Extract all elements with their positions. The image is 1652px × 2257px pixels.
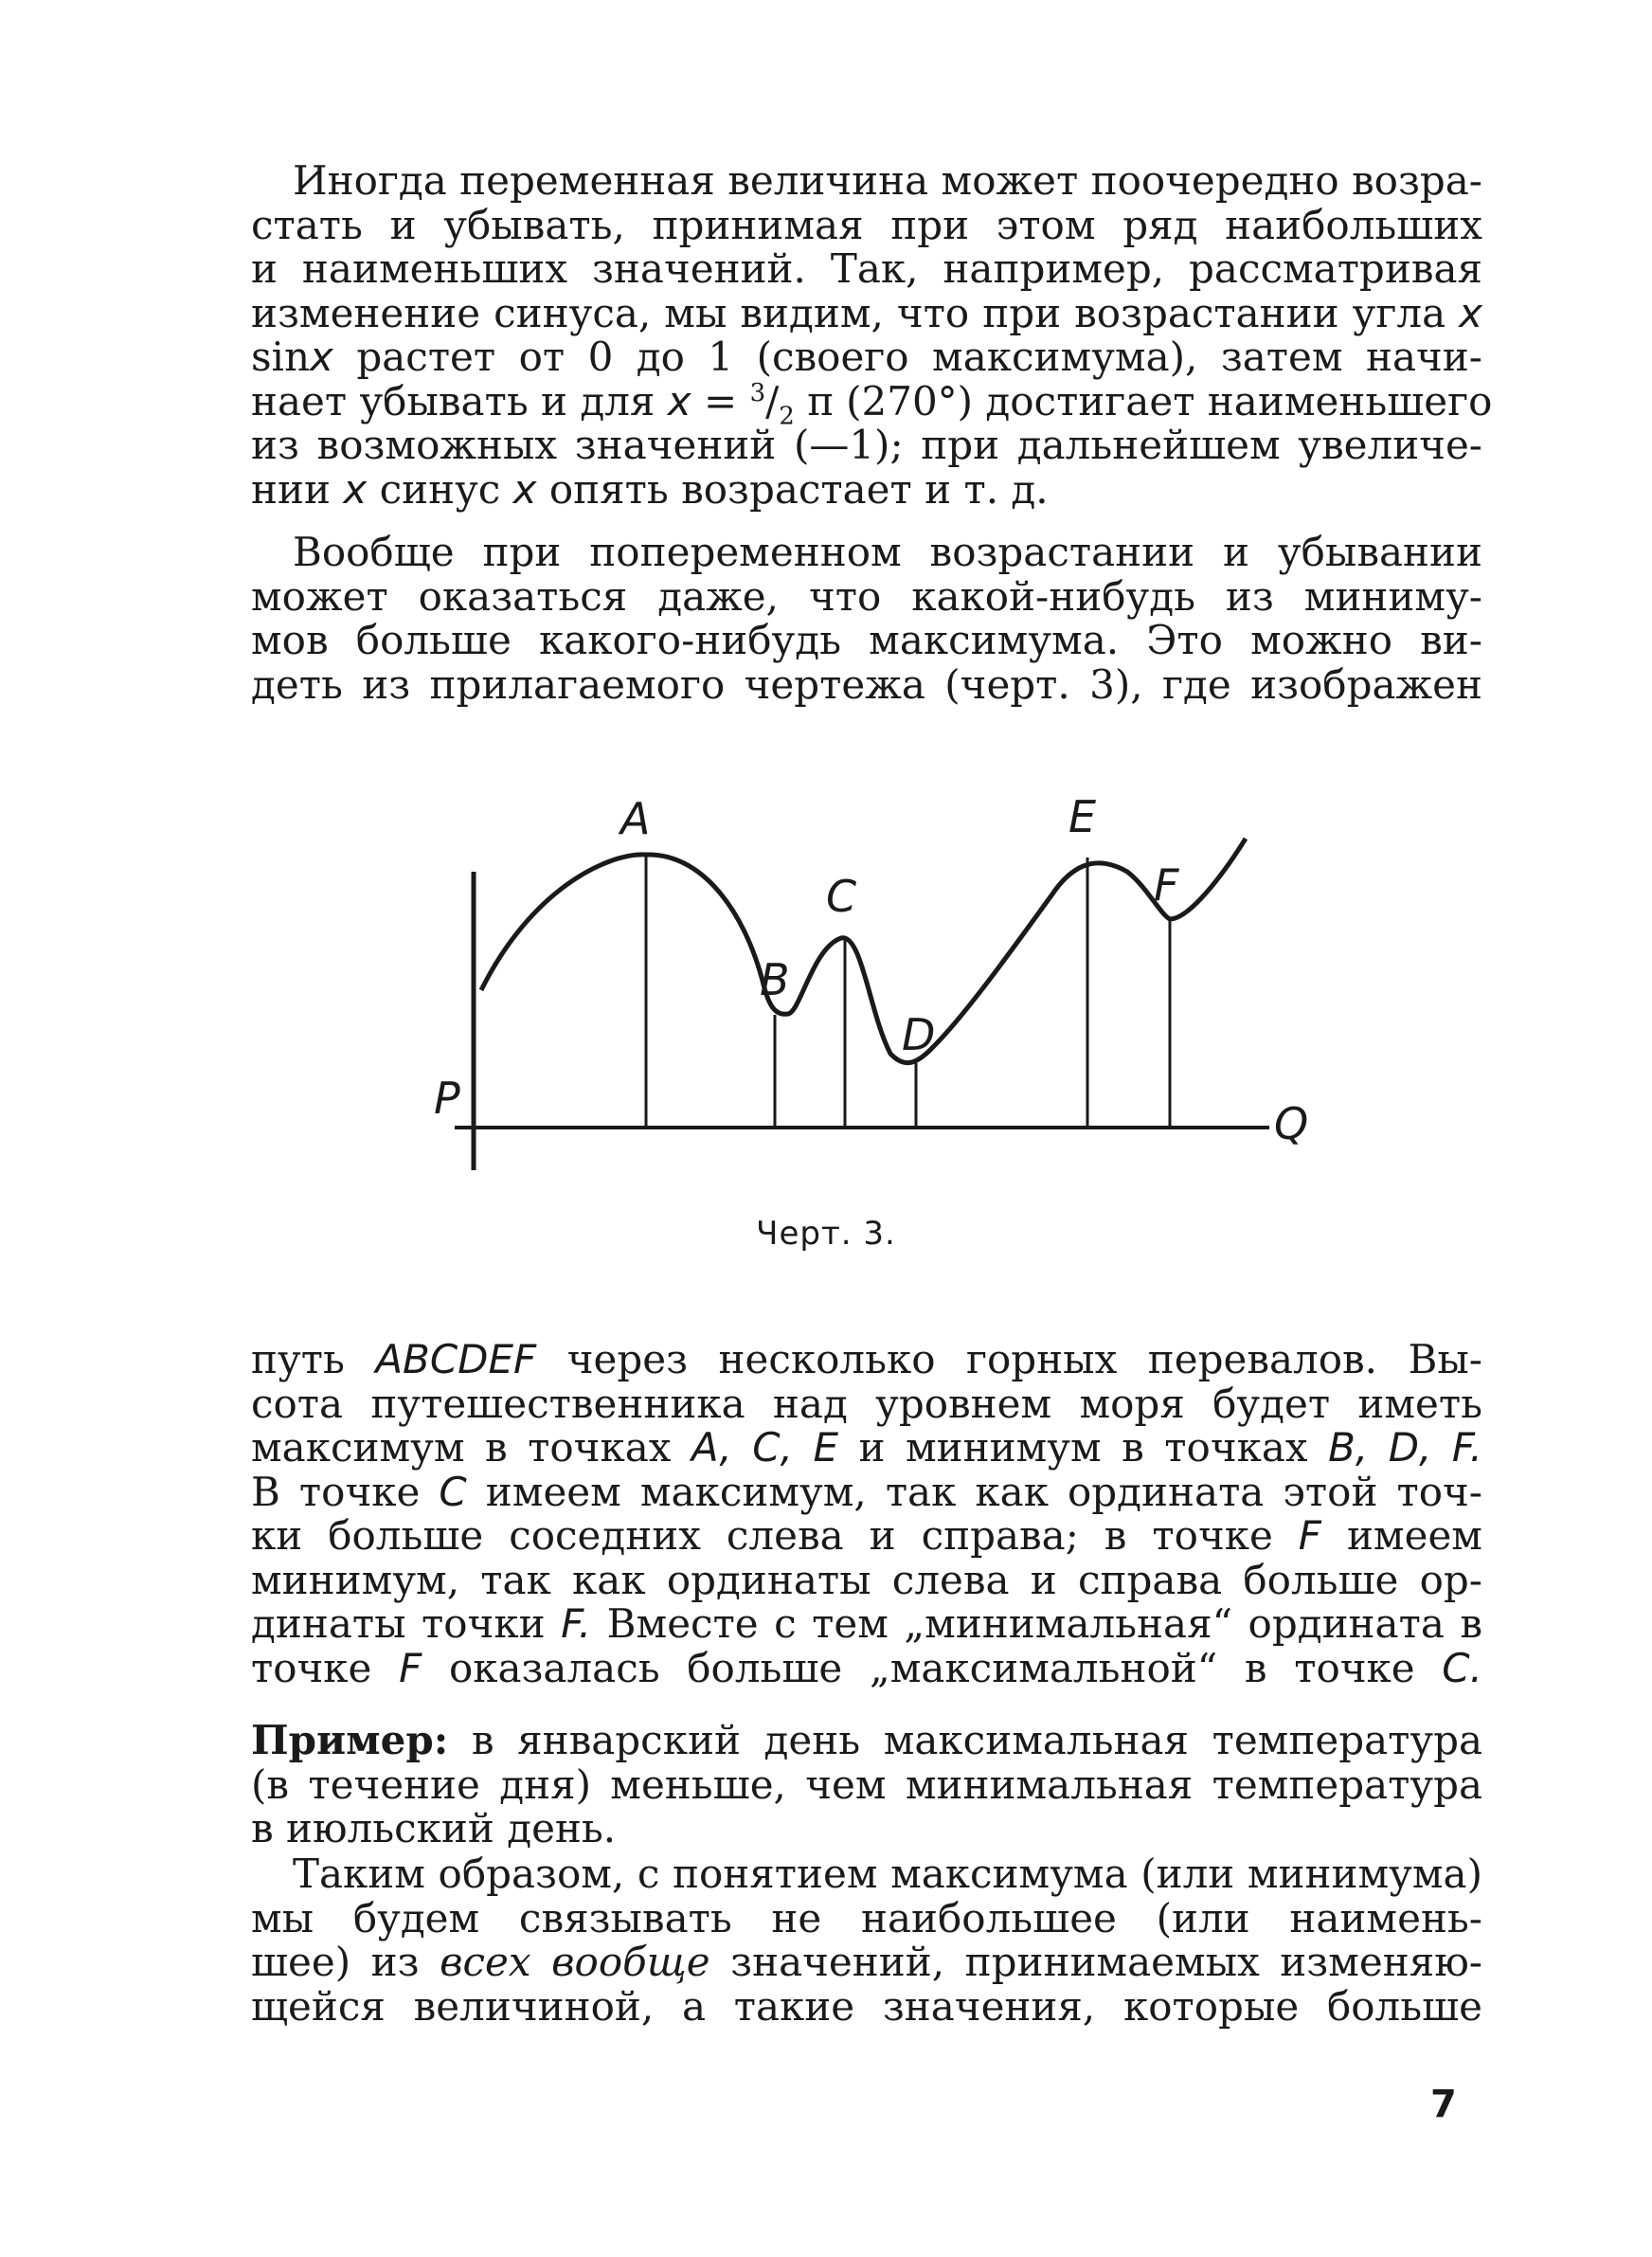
text-line: из возможных значений (—1); при дальнейшем увеличе-	[251, 422, 1482, 468]
text-line: и наименьших значений. Так, например, рассматривая	[251, 245, 1482, 292]
text-line: точке F оказалась больше „максимальной“ в точке C.	[251, 1644, 1482, 1691]
text-line: В точке C имеем максимум, так как ордината этой точ-	[251, 1468, 1482, 1515]
label-q: Q	[1274, 1098, 1309, 1149]
text-line: шее) из всех вообще значений, принимаемых изменяю-	[251, 1939, 1482, 1985]
paragraph-1	[251, 157, 1493, 513]
text-line: мы будем связывать не наибольшее (или наимень-	[251, 1894, 1482, 1941]
text-line: Пример: в январский день максимальная температура	[251, 1717, 1482, 1763]
label-p: P	[434, 1073, 460, 1124]
text-line: нает убывать и для $x = ^3/_2$ π (270°) достигает наименьшего	[251, 377, 1493, 430]
text-line: изменение синуса, мы видим, что при возрастании угла x	[251, 289, 1483, 336]
text-line: максимум в точках A, C, E и минимум в точках B, D, F.	[251, 1424, 1482, 1471]
page-number: 7	[1430, 2083, 1457, 2126]
paragraph-2	[251, 531, 1482, 707]
text-line: деть из прилагаемого чертежа (черт. 3), где изображен	[251, 660, 1482, 708]
text-line: в июльский день.	[251, 1805, 617, 1851]
label-e: E	[1068, 796, 1097, 842]
label-c: C	[826, 871, 857, 922]
text-line: Таким образом, с понятием максимума (или минимума)	[293, 1851, 1482, 1897]
text-line: Вообще при попеременном возрастании и убывании	[293, 529, 1482, 575]
text-line: минимум, так как ординаты слева и справа больше ор-	[251, 1556, 1482, 1603]
text-line: щейся величиной, а такие значения, которые больше	[251, 1982, 1482, 2030]
text-line: стать и убывать, принимая при этом ряд наибольших	[251, 201, 1482, 248]
text-line: мов больше какого-нибудь максимума. Это можно ви-	[251, 617, 1482, 663]
text-line: нии x синус x опять возрастает и т. д.	[251, 465, 1049, 513]
paragraph-5	[251, 1852, 1482, 2029]
label-d: D	[902, 1009, 936, 1060]
figure-caption: Черт. 3.	[756, 1215, 896, 1253]
label-f: F	[1154, 859, 1179, 911]
text-line: sinx растет от 0 до 1 (своего максимума), затем начи-	[251, 334, 1482, 380]
text-line: динаты точки F. Вместе с тем „минимальная“ ордината в	[251, 1600, 1482, 1647]
text-line: Иногда переменная величина может поочередно возра-	[293, 157, 1482, 204]
text-line: (в течение дня) меньше, чем минимальная температура	[251, 1760, 1482, 1808]
mountain-curve	[481, 839, 1246, 1063]
figure-diagram	[417, 796, 1326, 1184]
text-line: путь ABCDEF через несколько горных перевалов. Вы-	[251, 1336, 1482, 1382]
text-line: может оказаться даже, что какой-нибудь из миниму-	[251, 572, 1482, 620]
figure-mountain-path	[417, 796, 1326, 1184]
label-a: A	[620, 796, 651, 844]
text-line: ки больше соседних слева и справа; в точке F имеем	[251, 1512, 1482, 1559]
label-b: B	[760, 954, 790, 1005]
paragraph-3	[251, 1338, 1482, 1690]
text-line: сота путешественника над уровнем моря будет иметь	[251, 1380, 1482, 1427]
paragraph-example	[251, 1719, 1482, 1851]
